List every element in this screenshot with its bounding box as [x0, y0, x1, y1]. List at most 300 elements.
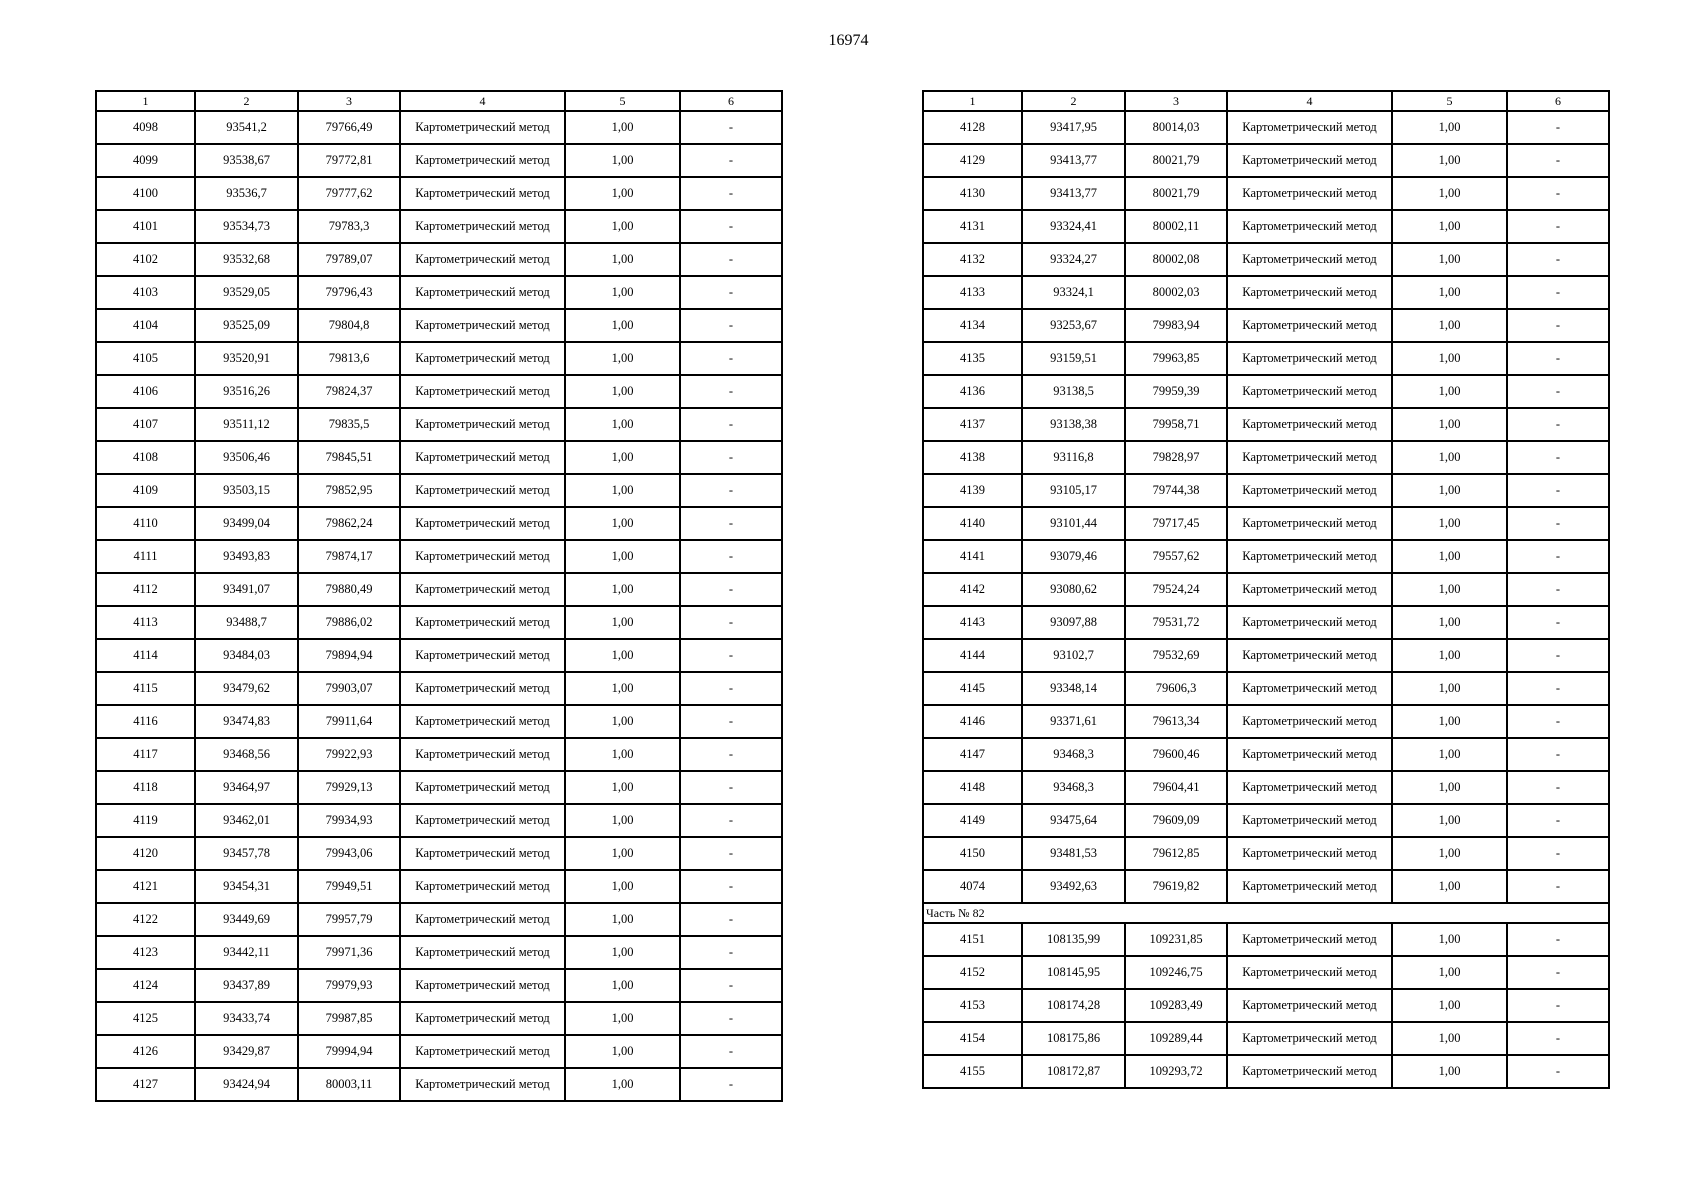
- table-row: [96, 408, 782, 441]
- method-cell: Картометрический метод: [1227, 243, 1392, 276]
- header-col-4: 4: [1227, 91, 1392, 111]
- method-cell: Картометрический метод: [400, 771, 565, 804]
- table-row: [923, 771, 1609, 804]
- method-cell: Картометрический метод: [1227, 606, 1392, 639]
- table-row: [923, 672, 1609, 705]
- table-row: [96, 705, 782, 738]
- coordinate-y: 79934,93: [298, 804, 400, 837]
- accuracy-cell: 1,00: [1392, 870, 1507, 903]
- method-cell: Картометрический метод: [1227, 923, 1392, 956]
- coordinate-x: 93468,3: [1022, 771, 1125, 804]
- empty-dash-cell: -: [1507, 989, 1609, 1022]
- method-cell: Картометрический метод: [400, 309, 565, 342]
- coordinate-x: 93413,77: [1022, 177, 1125, 210]
- coordinate-y: 79609,09: [1125, 804, 1227, 837]
- coordinate-y: 109246,75: [1125, 956, 1227, 989]
- table-row: [923, 375, 1609, 408]
- empty-dash-cell: -: [1507, 111, 1609, 144]
- empty-dash-cell: -: [680, 375, 782, 408]
- method-cell: Картометрический метод: [1227, 408, 1392, 441]
- coordinate-x: 93080,62: [1022, 573, 1125, 606]
- method-cell: Картометрический метод: [1227, 441, 1392, 474]
- empty-dash-cell: -: [680, 969, 782, 1002]
- point-number: 4152: [923, 956, 1022, 989]
- point-number: 4130: [923, 177, 1022, 210]
- accuracy-cell: 1,00: [1392, 408, 1507, 441]
- method-cell: Картометрический метод: [1227, 144, 1392, 177]
- point-number: 4134: [923, 309, 1022, 342]
- coordinate-y: 79987,85: [298, 1002, 400, 1035]
- point-number: 4125: [96, 1002, 195, 1035]
- point-number: 4129: [923, 144, 1022, 177]
- empty-dash-cell: -: [680, 1002, 782, 1035]
- empty-dash-cell: -: [680, 507, 782, 540]
- method-cell: Картометрический метод: [400, 969, 565, 1002]
- method-cell: Картометрический метод: [400, 705, 565, 738]
- table-row: [96, 1068, 782, 1101]
- table-row: [923, 309, 1609, 342]
- point-number: 4118: [96, 771, 195, 804]
- point-number: 4102: [96, 243, 195, 276]
- method-cell: Картометрический метод: [1227, 1022, 1392, 1055]
- coordinate-x: 93101,44: [1022, 507, 1125, 540]
- method-cell: Картометрический метод: [1227, 705, 1392, 738]
- table-row: [96, 903, 782, 936]
- table-row: [96, 276, 782, 309]
- coordinate-y: 79612,85: [1125, 837, 1227, 870]
- coordinate-y: 79777,62: [298, 177, 400, 210]
- table-row: [923, 408, 1609, 441]
- accuracy-cell: 1,00: [565, 573, 680, 606]
- accuracy-cell: 1,00: [565, 507, 680, 540]
- empty-dash-cell: -: [1507, 474, 1609, 507]
- accuracy-cell: 1,00: [565, 1068, 680, 1101]
- coordinate-y: 80002,03: [1125, 276, 1227, 309]
- empty-dash-cell: -: [680, 144, 782, 177]
- accuracy-cell: 1,00: [565, 375, 680, 408]
- table-row: [96, 969, 782, 1002]
- coordinate-y: 79766,49: [298, 111, 400, 144]
- coordinate-x: 93348,14: [1022, 672, 1125, 705]
- point-number: 4138: [923, 441, 1022, 474]
- accuracy-cell: 1,00: [565, 309, 680, 342]
- point-number: 4120: [96, 837, 195, 870]
- method-cell: Картометрический метод: [400, 243, 565, 276]
- coordinate-x: 93442,11: [195, 936, 298, 969]
- point-number: 4100: [96, 177, 195, 210]
- coordinate-y: 79613,34: [1125, 705, 1227, 738]
- point-number: 4155: [923, 1055, 1022, 1088]
- accuracy-cell: 1,00: [1392, 144, 1507, 177]
- table-row: [923, 705, 1609, 738]
- point-number: 4115: [96, 672, 195, 705]
- empty-dash-cell: -: [680, 573, 782, 606]
- table-row: [923, 243, 1609, 276]
- accuracy-cell: 1,00: [565, 540, 680, 573]
- method-cell: Картометрический метод: [400, 342, 565, 375]
- method-cell: Картометрический метод: [1227, 540, 1392, 573]
- table-row: [923, 573, 1609, 606]
- empty-dash-cell: -: [680, 804, 782, 837]
- empty-dash-cell: -: [1507, 837, 1609, 870]
- point-number: 4137: [923, 408, 1022, 441]
- empty-dash-cell: -: [1507, 956, 1609, 989]
- empty-dash-cell: -: [1507, 408, 1609, 441]
- table-row: [96, 672, 782, 705]
- table-row: [96, 1035, 782, 1068]
- table-row: [923, 639, 1609, 672]
- coordinate-y: 79532,69: [1125, 639, 1227, 672]
- header-col-1: 1: [923, 91, 1022, 111]
- table-row: [96, 474, 782, 507]
- coordinate-y: 79604,41: [1125, 771, 1227, 804]
- method-cell: Картометрический метод: [1227, 210, 1392, 243]
- point-number: 4153: [923, 989, 1022, 1022]
- accuracy-cell: 1,00: [1392, 923, 1507, 956]
- empty-dash-cell: -: [680, 738, 782, 771]
- coordinate-y: 79862,24: [298, 507, 400, 540]
- coordinate-y: 79949,51: [298, 870, 400, 903]
- accuracy-cell: 1,00: [565, 474, 680, 507]
- table-row: [96, 606, 782, 639]
- coordinate-y: 79600,46: [1125, 738, 1227, 771]
- empty-dash-cell: -: [680, 672, 782, 705]
- coordinate-x: 93499,04: [195, 507, 298, 540]
- empty-dash-cell: -: [680, 606, 782, 639]
- method-cell: Картометрический метод: [400, 408, 565, 441]
- accuracy-cell: 1,00: [565, 111, 680, 144]
- method-cell: Картометрический метод: [400, 804, 565, 837]
- coordinate-x: 93457,78: [195, 837, 298, 870]
- point-number: 4141: [923, 540, 1022, 573]
- table-row: [96, 870, 782, 903]
- table-row: [923, 989, 1609, 1022]
- point-number: 4143: [923, 606, 1022, 639]
- coordinate-x: 93413,77: [1022, 144, 1125, 177]
- coordinate-x: 108135,99: [1022, 923, 1125, 956]
- method-cell: Картометрический метод: [1227, 342, 1392, 375]
- empty-dash-cell: -: [1507, 573, 1609, 606]
- table-row: [96, 639, 782, 672]
- coordinate-x: 93534,73: [195, 210, 298, 243]
- accuracy-cell: 1,00: [1392, 705, 1507, 738]
- empty-dash-cell: -: [1507, 375, 1609, 408]
- empty-dash-cell: -: [1507, 309, 1609, 342]
- accuracy-cell: 1,00: [565, 276, 680, 309]
- accuracy-cell: 1,00: [1392, 441, 1507, 474]
- accuracy-cell: 1,00: [565, 441, 680, 474]
- point-number: 4108: [96, 441, 195, 474]
- table-row: [923, 606, 1609, 639]
- header-col-1: 1: [96, 91, 195, 111]
- accuracy-cell: 1,00: [1392, 540, 1507, 573]
- method-cell: Картометрический метод: [400, 672, 565, 705]
- accuracy-cell: 1,00: [565, 672, 680, 705]
- method-cell: Картометрический метод: [400, 111, 565, 144]
- method-cell: Картометрический метод: [400, 870, 565, 903]
- empty-dash-cell: -: [680, 177, 782, 210]
- method-cell: Картометрический метод: [1227, 111, 1392, 144]
- table-row: [96, 144, 782, 177]
- coordinate-x: 93079,46: [1022, 540, 1125, 573]
- table-row: [96, 936, 782, 969]
- method-cell: Картометрический метод: [1227, 507, 1392, 540]
- point-number: 4119: [96, 804, 195, 837]
- accuracy-cell: 1,00: [1392, 1022, 1507, 1055]
- table-row: [96, 243, 782, 276]
- coordinate-x: 93488,7: [195, 606, 298, 639]
- empty-dash-cell: -: [1507, 276, 1609, 309]
- empty-dash-cell: -: [680, 540, 782, 573]
- table-row: [96, 540, 782, 573]
- accuracy-cell: 1,00: [565, 969, 680, 1002]
- method-cell: Картометрический метод: [400, 738, 565, 771]
- coordinate-y: 79845,51: [298, 441, 400, 474]
- accuracy-cell: 1,00: [1392, 1055, 1507, 1088]
- method-cell: Картометрический метод: [1227, 639, 1392, 672]
- coordinate-x: 108175,86: [1022, 1022, 1125, 1055]
- empty-dash-cell: -: [680, 441, 782, 474]
- empty-dash-cell: -: [1507, 177, 1609, 210]
- coordinate-x: 108174,28: [1022, 989, 1125, 1022]
- coordinate-y: 109231,85: [1125, 923, 1227, 956]
- method-cell: Картометрический метод: [400, 606, 565, 639]
- empty-dash-cell: -: [1507, 342, 1609, 375]
- coordinate-x: 93437,89: [195, 969, 298, 1002]
- table-row: [96, 210, 782, 243]
- header-col-3: 3: [1125, 91, 1227, 111]
- coordinate-y: 79828,97: [1125, 441, 1227, 474]
- point-number: 4109: [96, 474, 195, 507]
- coordinate-x: 93484,03: [195, 639, 298, 672]
- coordinate-x: 93424,94: [195, 1068, 298, 1101]
- table-row: [923, 276, 1609, 309]
- point-number: 4074: [923, 870, 1022, 903]
- accuracy-cell: 1,00: [1392, 507, 1507, 540]
- point-number: 4112: [96, 573, 195, 606]
- table-row: [923, 507, 1609, 540]
- point-number: 4113: [96, 606, 195, 639]
- coordinate-x: 93324,1: [1022, 276, 1125, 309]
- method-cell: Картометрический метод: [400, 936, 565, 969]
- point-number: 4128: [923, 111, 1022, 144]
- point-number: 4126: [96, 1035, 195, 1068]
- header-col-5: 5: [565, 91, 680, 111]
- point-number: 4147: [923, 738, 1022, 771]
- accuracy-cell: 1,00: [1392, 738, 1507, 771]
- point-number: 4105: [96, 342, 195, 375]
- method-cell: Картометрический метод: [1227, 309, 1392, 342]
- empty-dash-cell: -: [1507, 738, 1609, 771]
- accuracy-cell: 1,00: [1392, 837, 1507, 870]
- method-cell: Картометрический метод: [400, 474, 565, 507]
- method-cell: Картометрический метод: [400, 1068, 565, 1101]
- accuracy-cell: 1,00: [1392, 177, 1507, 210]
- coordinate-x: 93102,7: [1022, 639, 1125, 672]
- method-cell: Картометрический метод: [400, 276, 565, 309]
- empty-dash-cell: -: [1507, 1022, 1609, 1055]
- point-number: 4150: [923, 837, 1022, 870]
- point-number: 4116: [96, 705, 195, 738]
- point-number: 4123: [96, 936, 195, 969]
- coordinate-y: 79983,94: [1125, 309, 1227, 342]
- accuracy-cell: 1,00: [565, 243, 680, 276]
- method-cell: Картометрический метод: [400, 540, 565, 573]
- empty-dash-cell: -: [1507, 606, 1609, 639]
- header-row: [96, 91, 782, 111]
- coordinates-table-left: [95, 90, 783, 1102]
- point-number: 4106: [96, 375, 195, 408]
- coordinate-y: 79835,5: [298, 408, 400, 441]
- point-number: 4149: [923, 804, 1022, 837]
- method-cell: Картометрический метод: [1227, 771, 1392, 804]
- empty-dash-cell: -: [1507, 1055, 1609, 1088]
- point-number: 4146: [923, 705, 1022, 738]
- point-number: 4142: [923, 573, 1022, 606]
- point-number: 4124: [96, 969, 195, 1002]
- accuracy-cell: 1,00: [1392, 111, 1507, 144]
- point-number: 4132: [923, 243, 1022, 276]
- coordinate-y: 79606,3: [1125, 672, 1227, 705]
- coordinate-x: 93449,69: [195, 903, 298, 936]
- accuracy-cell: 1,00: [565, 738, 680, 771]
- coordinate-x: 93541,2: [195, 111, 298, 144]
- coordinate-x: 93529,05: [195, 276, 298, 309]
- header-col-2: 2: [1022, 91, 1125, 111]
- accuracy-cell: 1,00: [1392, 474, 1507, 507]
- coordinate-y: 79894,94: [298, 639, 400, 672]
- coordinate-y: 80021,79: [1125, 144, 1227, 177]
- method-cell: Картометрический метод: [400, 573, 565, 606]
- point-number: 4140: [923, 507, 1022, 540]
- coordinate-x: 93491,07: [195, 573, 298, 606]
- point-number: 4145: [923, 672, 1022, 705]
- empty-dash-cell: -: [1507, 870, 1609, 903]
- coordinate-y: 79874,17: [298, 540, 400, 573]
- header-row: [923, 91, 1609, 111]
- accuracy-cell: 1,00: [1392, 804, 1507, 837]
- accuracy-cell: 1,00: [1392, 375, 1507, 408]
- coordinate-x: 93475,64: [1022, 804, 1125, 837]
- table-row: [923, 804, 1609, 837]
- method-cell: Картометрический метод: [1227, 738, 1392, 771]
- table-row: [923, 540, 1609, 573]
- point-number: 4131: [923, 210, 1022, 243]
- point-number: 4144: [923, 639, 1022, 672]
- method-cell: Картометрический метод: [400, 177, 565, 210]
- header-col-4: 4: [400, 91, 565, 111]
- table-row: [96, 507, 782, 540]
- coordinate-x: 93481,53: [1022, 837, 1125, 870]
- coordinate-y: 109293,72: [1125, 1055, 1227, 1088]
- coordinate-x: 93538,67: [195, 144, 298, 177]
- section-label: Часть № 82: [923, 903, 1609, 923]
- table-row: [96, 804, 782, 837]
- table-row: [923, 870, 1609, 903]
- accuracy-cell: 1,00: [1392, 243, 1507, 276]
- method-cell: Картометрический метод: [1227, 375, 1392, 408]
- table-row: [923, 837, 1609, 870]
- point-number: 4139: [923, 474, 1022, 507]
- coordinate-y: 109289,44: [1125, 1022, 1227, 1055]
- method-cell: Картометрический метод: [1227, 837, 1392, 870]
- empty-dash-cell: -: [680, 903, 782, 936]
- accuracy-cell: 1,00: [565, 144, 680, 177]
- empty-dash-cell: -: [680, 705, 782, 738]
- empty-dash-cell: -: [680, 309, 782, 342]
- table-row: [96, 573, 782, 606]
- coordinate-x: 108172,87: [1022, 1055, 1125, 1088]
- point-number: 4098: [96, 111, 195, 144]
- point-number: 4099: [96, 144, 195, 177]
- accuracy-cell: 1,00: [565, 705, 680, 738]
- coordinate-y: 79929,13: [298, 771, 400, 804]
- accuracy-cell: 1,00: [565, 936, 680, 969]
- accuracy-cell: 1,00: [565, 771, 680, 804]
- coordinate-y: 79903,07: [298, 672, 400, 705]
- point-number: 4136: [923, 375, 1022, 408]
- method-cell: Картометрический метод: [1227, 177, 1392, 210]
- point-number: 4154: [923, 1022, 1022, 1055]
- coordinate-y: 79852,95: [298, 474, 400, 507]
- accuracy-cell: 1,00: [565, 1035, 680, 1068]
- table-row: [923, 1055, 1609, 1088]
- coordinate-y: 79963,85: [1125, 342, 1227, 375]
- table-row: [923, 144, 1609, 177]
- accuracy-cell: 1,00: [565, 1002, 680, 1035]
- method-cell: Картометрический метод: [400, 144, 565, 177]
- accuracy-cell: 1,00: [565, 177, 680, 210]
- table-row: [923, 342, 1609, 375]
- header-col-2: 2: [195, 91, 298, 111]
- empty-dash-cell: -: [1507, 507, 1609, 540]
- empty-dash-cell: -: [680, 1035, 782, 1068]
- coordinate-y: 79524,24: [1125, 573, 1227, 606]
- coordinate-y: 79717,45: [1125, 507, 1227, 540]
- accuracy-cell: 1,00: [1392, 771, 1507, 804]
- coordinate-x: 93468,3: [1022, 738, 1125, 771]
- point-number: 4127: [96, 1068, 195, 1101]
- accuracy-cell: 1,00: [1392, 342, 1507, 375]
- coordinate-y: 79824,37: [298, 375, 400, 408]
- method-cell: Картометрический метод: [400, 210, 565, 243]
- point-number: 4104: [96, 309, 195, 342]
- coordinate-y: 79943,06: [298, 837, 400, 870]
- empty-dash-cell: -: [680, 474, 782, 507]
- accuracy-cell: 1,00: [565, 870, 680, 903]
- coordinate-x: 93525,09: [195, 309, 298, 342]
- coordinate-y: 109283,49: [1125, 989, 1227, 1022]
- accuracy-cell: 1,00: [1392, 276, 1507, 309]
- method-cell: Картометрический метод: [1227, 870, 1392, 903]
- method-cell: Картометрический метод: [1227, 672, 1392, 705]
- empty-dash-cell: -: [680, 639, 782, 672]
- header-col-5: 5: [1392, 91, 1507, 111]
- table-row: [96, 738, 782, 771]
- point-number: 4148: [923, 771, 1022, 804]
- accuracy-cell: 1,00: [1392, 956, 1507, 989]
- empty-dash-cell: -: [1507, 639, 1609, 672]
- empty-dash-cell: -: [680, 243, 782, 276]
- method-cell: Картометрический метод: [1227, 1055, 1392, 1088]
- coordinate-x: 93454,31: [195, 870, 298, 903]
- empty-dash-cell: -: [680, 771, 782, 804]
- empty-dash-cell: -: [1507, 672, 1609, 705]
- empty-dash-cell: -: [1507, 144, 1609, 177]
- coordinate-x: 93324,27: [1022, 243, 1125, 276]
- table-row: [96, 342, 782, 375]
- table-row: [923, 441, 1609, 474]
